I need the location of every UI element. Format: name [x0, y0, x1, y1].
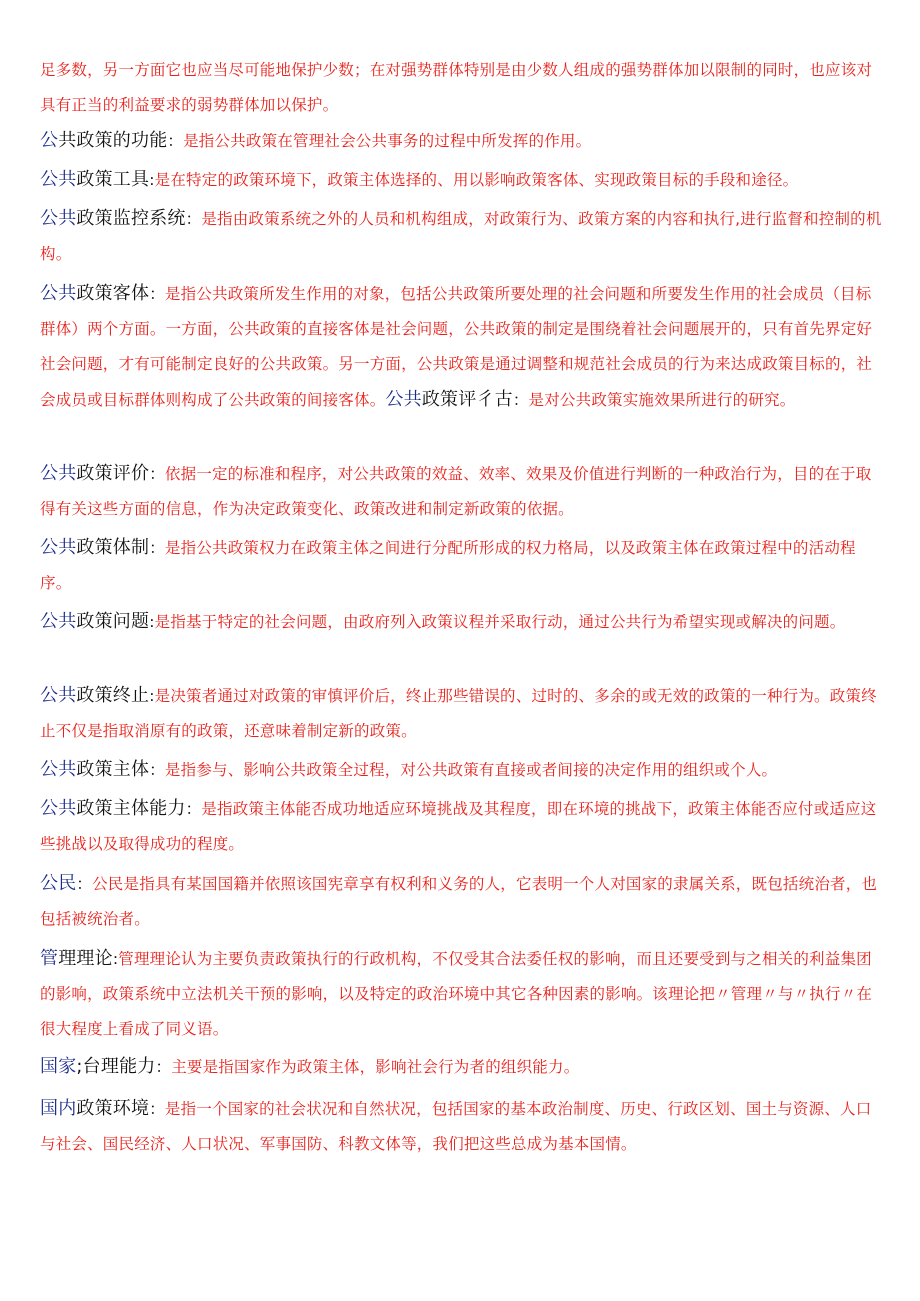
definition-text: 是指公共政策在管理社会公共事务的过程中所发挥的作用。 [183, 132, 592, 150]
term-lead: 国内 [40, 1098, 77, 1119]
inline-term-lead: 公共 [385, 389, 422, 410]
definition-entry-policy-evaluation [40, 456, 885, 527]
term-separator: ： [76, 875, 93, 893]
definition-text: 管理理论认为主要负责政策执行的行政机构，不仅受其合法委任权的影响，而且还要受到与之相关的利益集团的影响，政策系统中立法机关干预的影响，以及特定的政治环境中其它各种因素的影响。该理论把〃管理〃与〃执行〃在很大程度上看成了同义语。 [40, 950, 873, 1038]
definition-entry-policy-termination [40, 678, 885, 749]
definition-text: 是指公共政策所发生作用的对象，包括公共政策所要处理的社会问题和所要发生作用的社会成员（目标群体）两个方面。一方面，公共政策的直接客体是社会问题，公共政策的制定是围绕着社会问题展开的，只有首先界定好社会问题，才有可能制定良好的公共政策。另一方面，公共政策是通过调整和规范社会成员的行为来达成政策目标的，社会成员或目标群体则构成了公共政策的间接客体。 [40, 285, 873, 409]
term-separator: : [149, 613, 155, 631]
inline-definition-text: 是对公共政策实施效果所进行的研究。 [528, 391, 796, 409]
term-label: 政策工具 [76, 169, 150, 190]
definition-text: 是指政策主体能否成功地适应环境挑战及其程度，即在环境的挑战下，政策主体能否应付或适应这些挑战以及取得成功的程度。 [40, 800, 877, 853]
definition-entry-policy-object [40, 276, 885, 418]
term-separator: : [112, 950, 119, 968]
definition-entry-policy-problem [40, 604, 885, 640]
definition-text: 是在特定的政策环境下，政策主体选择的、用以影响政策客体、实现政策目标的手段和途径。 [154, 171, 799, 189]
term-lead: 公共 [40, 685, 77, 706]
term-lead: 公共 [40, 537, 77, 558]
definition-entry-management-theory [40, 941, 885, 1047]
definition-text: 是指一个国家的社会状况和自然状况，包括国家的基本政治制度、历史、行政区划、国土与资源、人口与社会、国民经济、人口状况、军事国防、科教文体等，我们把这些总成为基本国情。 [40, 1100, 872, 1153]
inline-term-label: 政策评彳古 [421, 389, 513, 410]
definition-text: 公民是指具有某国国籍并依照该国宪章享有权利和义务的人，它表明一个人对国家的隶属关系，既包括统治者，也包括被统治者。 [40, 875, 878, 928]
definition-entry-policy-system [40, 530, 885, 601]
definition-entry-policy-tools [40, 162, 885, 198]
term-separator: : [149, 687, 155, 705]
definition-text: 主要是指国家作为政策主体，影响社会行为者的组织能力。 [171, 1058, 580, 1076]
term-label: 政策评价 [76, 463, 150, 484]
term-label: ;台理能力 [76, 1056, 156, 1077]
term-lead: 公 [40, 130, 59, 151]
term-lead: 公共 [40, 759, 77, 780]
term-separator: ： [149, 1100, 165, 1118]
term-separator: ： [149, 539, 165, 557]
definition-entry-citizen [40, 866, 885, 937]
term-label: 共政策的功能 [58, 130, 168, 151]
term-label: 政策主体能力 [76, 798, 186, 819]
definition-entry-policy-monitoring [40, 201, 885, 272]
term-label: 政策客体 [76, 283, 150, 304]
term-lead: 公民 [40, 873, 77, 894]
term-separator: ： [155, 1058, 172, 1076]
term-lead: 公共 [40, 169, 77, 190]
term-separator: ： [185, 210, 202, 228]
definition-text: 足多数，另一方面它也应当尽可能地保护少数；在对强势群体特别是由少数人组成的强势群体加以限制的同时，也应该对具有正当的利益要求的弱势群体加以保护。 [40, 61, 873, 114]
term-lead: 公共 [40, 611, 77, 632]
term-label: 政策终止 [76, 685, 150, 706]
definition-entry-domestic-environment [40, 1091, 885, 1162]
term-lead: 国家 [40, 1056, 77, 1077]
definition-entry-policy-subject-capacity [40, 791, 885, 862]
term-separator: ： [185, 800, 202, 818]
term-separator: ： [149, 465, 165, 483]
definition-text: 是指参与、影响公共政策全过程，对公共政策有直接或者间接的决定作用的组织或个人。 [164, 761, 778, 779]
term-label: 政策体制 [76, 537, 150, 558]
definition-text: 是指基于特定的社会问题，由政府列入政策议程并采取行动，通过公共行为希望实现或解决的问题。 [154, 613, 846, 631]
definition-entry-policy-subject [40, 752, 885, 788]
inline-term-separator: ： [512, 391, 529, 409]
term-label: 政策环境 [76, 1098, 150, 1119]
term-separator: ： [167, 132, 184, 150]
definition-entry-protection [40, 53, 885, 123]
definition-entry-state-governance [40, 1049, 885, 1085]
term-lead: 公共 [40, 208, 77, 229]
term-separator: : [149, 171, 155, 189]
term-label: 理理论 [58, 948, 113, 969]
term-lead: 公共 [40, 283, 77, 304]
term-label: 政策监控系统 [76, 208, 186, 229]
definition-text: 是指由政策系统之外的人员和机构组成，对政策行为、政策方案的内容和执行,进行监督和控制的机构。 [40, 210, 882, 263]
term-separator: ： [149, 285, 165, 303]
definition-text: 是决策者通过对政策的审慎评价后，终止那些错误的、过时的、多余的或无效的政策的一种行为。政策终止不仅是指取消原有的政策，还意味着制定新的政策。 [40, 687, 877, 740]
term-lead: 公共 [40, 798, 77, 819]
term-lead: 管 [40, 948, 59, 969]
definition-text: 依据一定的标准和程序，对公共政策的效益、效率、效果及价值进行判断的一种政治行为，目的在于取得有关这些方面的信息，作为决定政策变化、政策改进和制定新政策的依据。 [40, 465, 872, 518]
term-label: 政策问题 [76, 611, 150, 632]
term-label: 政策主体 [76, 759, 150, 780]
definition-entry-policy-function [40, 123, 885, 159]
definition-text: 是指公共政策权力在政策主体之间进行分配所形成的权力格局，以及政策主体在政策过程中的活动程序。 [40, 539, 856, 592]
term-separator: ： [149, 761, 165, 779]
term-lead: 公共 [40, 463, 77, 484]
